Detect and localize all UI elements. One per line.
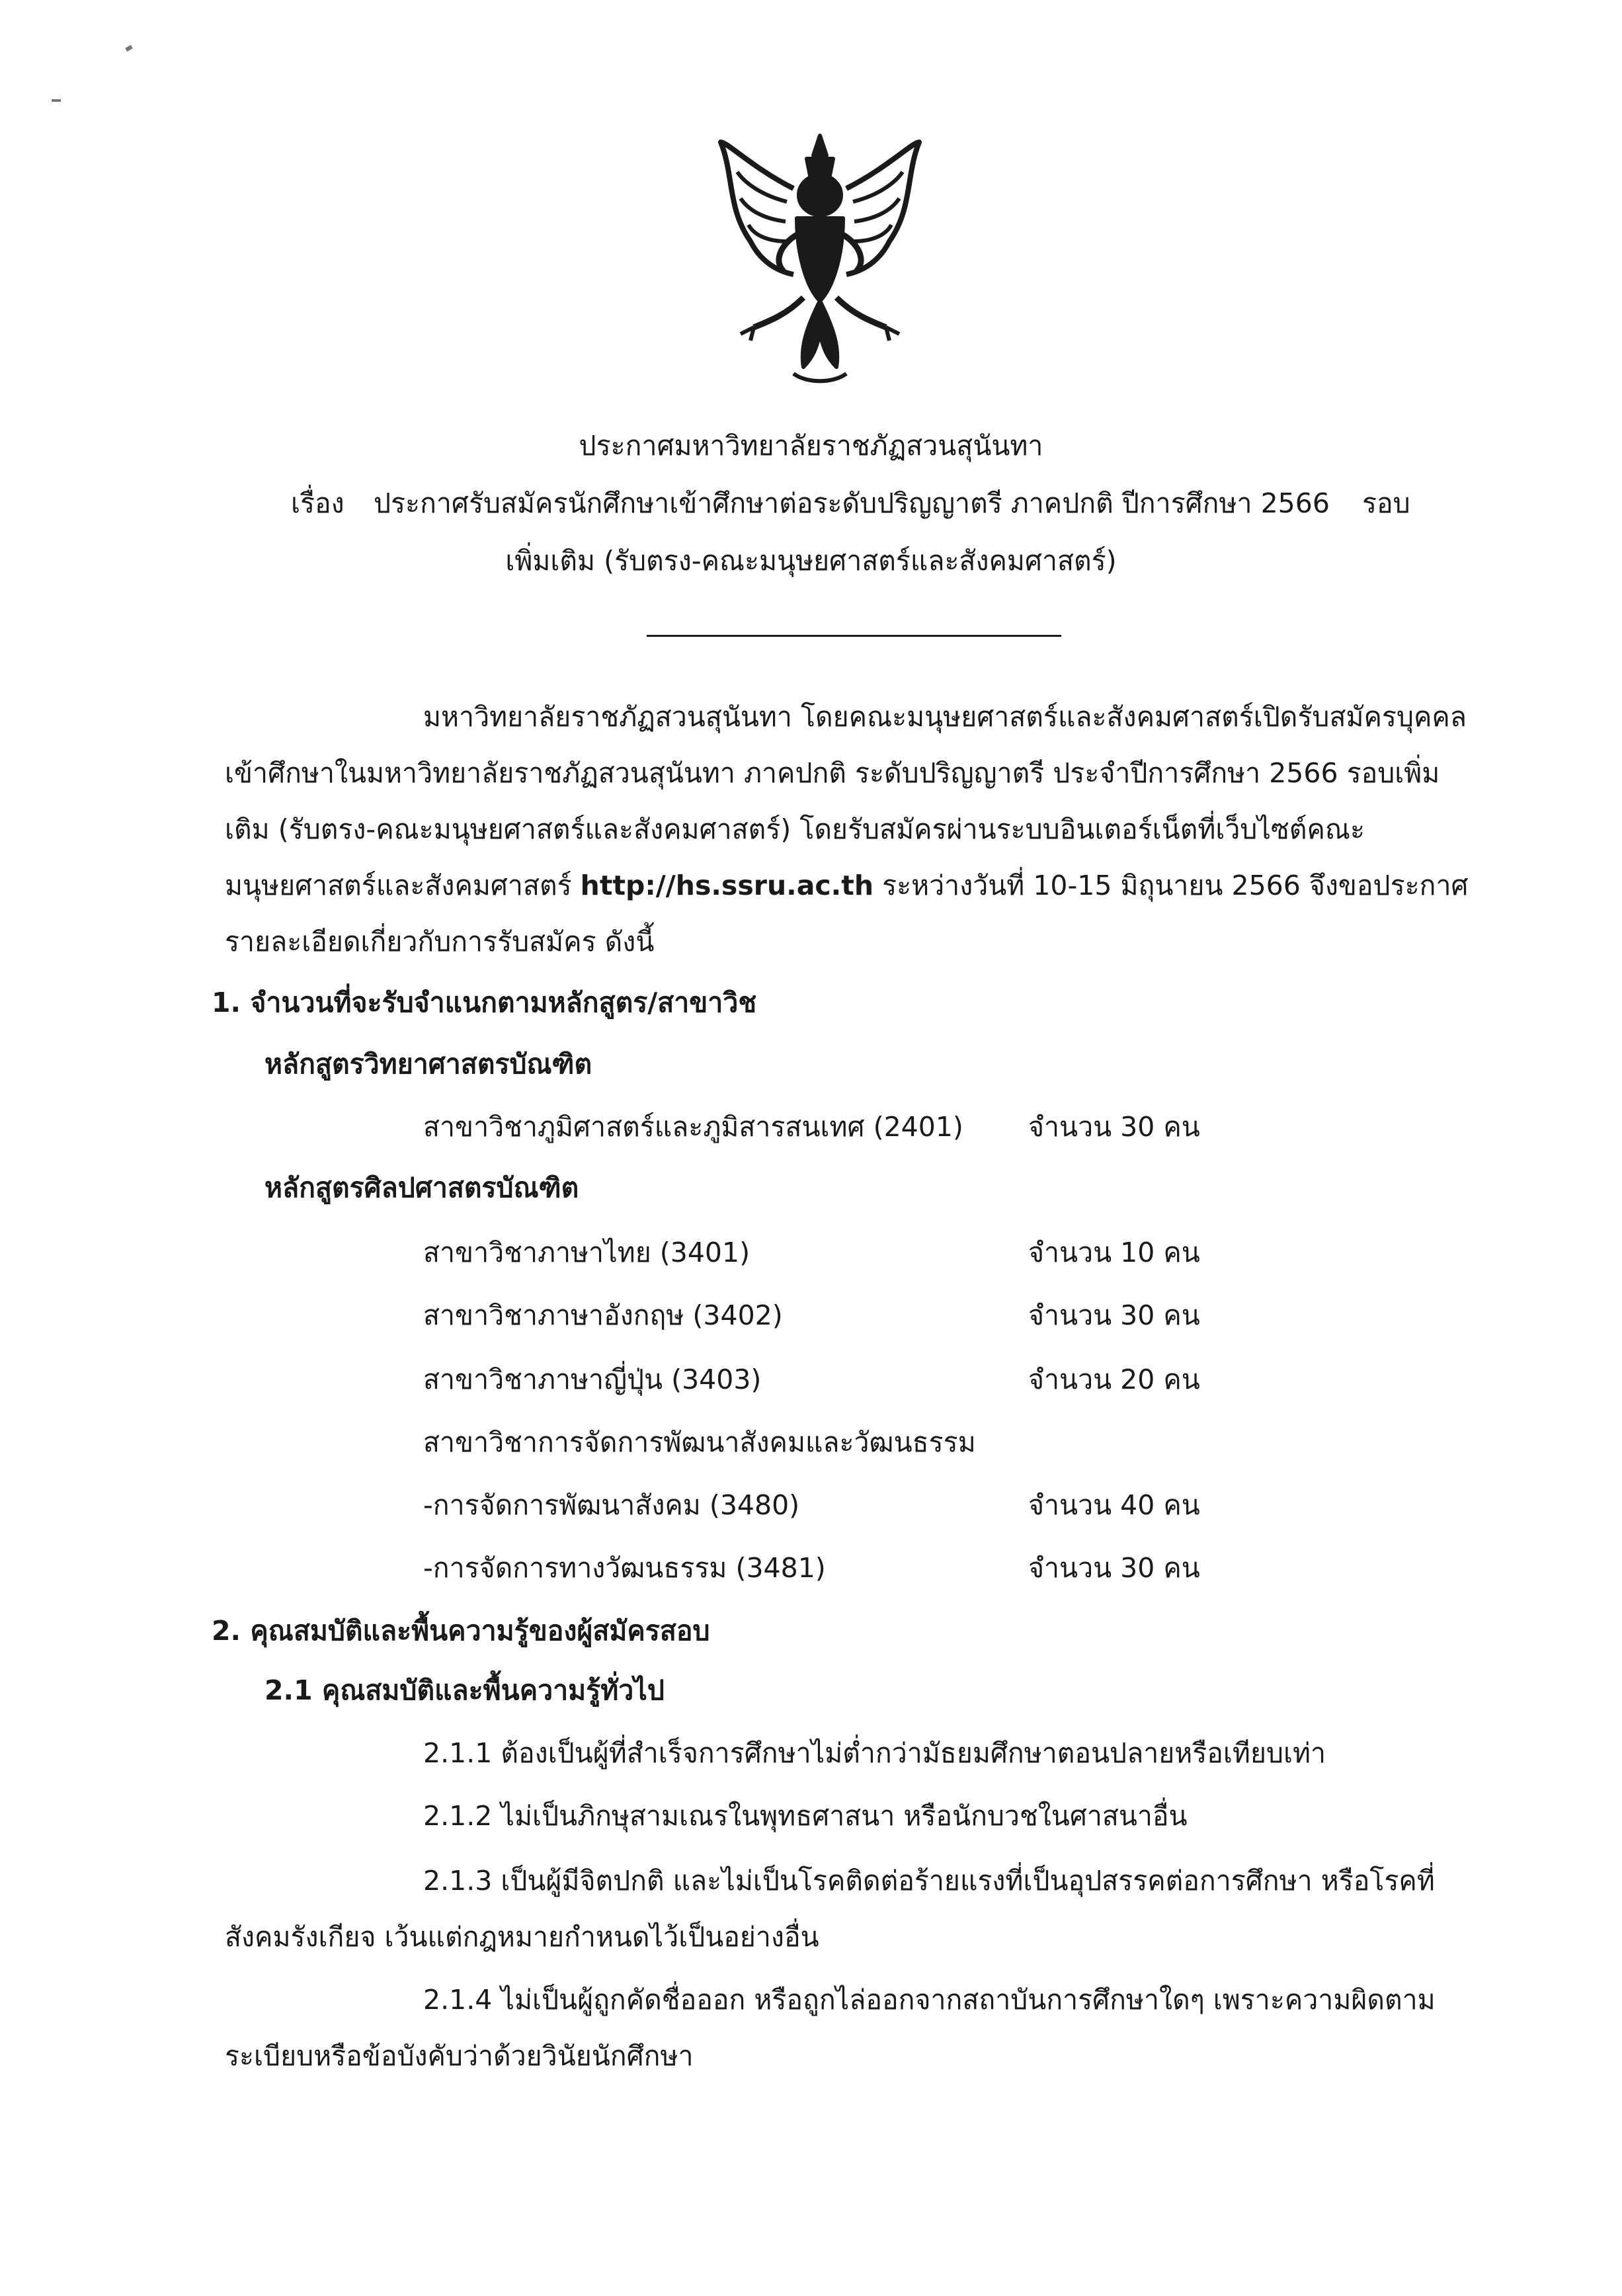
intro-line-4-prefix: มนุษยศาสตร์และสังคมศาสตร์ <box>225 870 572 901</box>
subject-line-1: ประกาศรับสมัครนักศึกษาเข้าศึกษาต่อระดับปริญญาตรี ภาคปกติ ปีการศึกษา 2566 <box>374 487 1330 519</box>
qualification-item: 2.1.4 ไม่เป็นผู้ถูกคัดชื่อออก หรือถูกไล่ออกจากสถาบันการศึกษาใดๆ เพราะความผิดตาม <box>423 1984 1436 2016</box>
qualification-item-continued: สังคมรังเกียจ เว้นแต่กฎหมายกำหนดไว้เป็นอย่างอื่น <box>225 1921 819 1953</box>
website-url: http://hs.ssru.ac.th <box>580 870 874 901</box>
program-name: สาขาวิชาการจัดการพัฒนาสังคมและวัฒนธรรม <box>423 1426 976 1458</box>
qualification-item: 2.1.3 เป็นผู้มีจิตปกติ และไม่เป็นโรคติดต่อร้ายแรงที่เป็นอุปสรรคต่อการศึกษา หรือโรคที่ <box>423 1865 1435 1897</box>
program-name: สาขาวิชาภาษาไทย (3401) <box>423 1237 750 1268</box>
intro-line-5: รายละเอียดเกี่ยวกับการรับสมัคร ดังนี้ <box>225 926 655 958</box>
header-divider <box>647 635 1061 637</box>
intro-line-2: เข้าศึกษาในมหาวิทยาลัยราชภัฏสวนสุนันทา ภาคปกติ ระดับปริญญาตรี ประจำปีการศึกษา 2566 รอบเพิ่ม <box>225 757 1440 789</box>
issuer-title: ประกาศมหาวิทยาลัยราชภัฏสวนสุนันทา <box>579 430 1043 462</box>
intro-line-4-suffix: ระหว่างวันที่ 10-15 มิถุนายน 2566 จึงขอประกาศ <box>882 870 1469 901</box>
science-curriculum-heading: หลักสูตรวิทยาศาสตรบัณฑิต <box>264 1048 592 1080</box>
qualification-item: 2.1.2 ไม่เป็นภิกษุสามเณรในพุทธศาสนา หรือนักบวชในศาสนาอื่น <box>423 1800 1188 1832</box>
scan-mark <box>125 45 133 52</box>
program-name: สาขาวิชาภาษาญี่ปุ่น (3403) <box>423 1364 762 1395</box>
program-quota: จำนวน 30 คน <box>1028 1552 1200 1584</box>
program-name: สาขาวิชาภาษาอังกฤษ (3402) <box>423 1299 783 1331</box>
program-quota: จำนวน 30 คน <box>1028 1111 1200 1143</box>
program-quota: จำนวน 40 คน <box>1028 1489 1200 1521</box>
subject-label: เรื่อง <box>291 487 345 519</box>
program-quota: จำนวน 30 คน <box>1028 1299 1200 1331</box>
qualification-item: 2.1.1 ต้องเป็นผู้ที่สำเร็จการศึกษาไม่ต่ำกว่ามัธยมศึกษาตอนปลายหรือเทียบเท่า <box>423 1737 1326 1769</box>
program-quota: จำนวน 20 คน <box>1028 1364 1200 1395</box>
garuda-emblem-icon <box>714 129 926 393</box>
program-name: สาขาวิชาภูมิศาสตร์และภูมิสารสนเทศ (2401) <box>423 1111 963 1143</box>
program-quota: จำนวน 10 คน <box>1028 1237 1200 1268</box>
intro-line-3: เติม (รับตรง-คณะมนุษยศาสตร์และสังคมศาสตร์) โดยรับสมัครผ่านระบบอินเตอร์เน็ตที่เว็บไซต์คณะ <box>225 813 1365 845</box>
subject-line-1-end: รอบ <box>1362 487 1410 519</box>
arts-curriculum-heading: หลักสูตรศิลปศาสตรบัณฑิต <box>264 1172 579 1204</box>
qualification-item-continued: ระเบียบหรือข้อบังคับว่าด้วยวินัยนักศึกษา <box>225 2040 694 2072</box>
section-1-heading: 1. จำนวนที่จะรับจำแนกตามหลักสูตร/สาขาวิช <box>212 987 757 1018</box>
subject-line-2: เพิ่มเติม (รับตรง-คณะมนุษยศาสตร์และสังคมศาสตร์) <box>505 545 1117 577</box>
program-name: -การจัดการพัฒนาสังคม (3480) <box>423 1489 800 1521</box>
section-2-1-heading: 2.1 คุณสมบัติและพื้นความรู้ทั่วไป <box>264 1674 665 1706</box>
intro-line-4 <box>225 868 1469 903</box>
section-2-heading: 2. คุณสมบัติและพื้นความรู้ของผู้สมัครสอบ <box>212 1615 710 1647</box>
scan-mark <box>52 99 61 102</box>
intro-line-1: มหาวิทยาลัยราชภัฏสวนสุนันทา โดยคณะมนุษยศาสตร์และสังคมศาสตร์เปิดรับสมัครบุคคล <box>423 701 1467 733</box>
program-name: -การจัดการทางวัฒนธรรม (3481) <box>423 1552 826 1584</box>
